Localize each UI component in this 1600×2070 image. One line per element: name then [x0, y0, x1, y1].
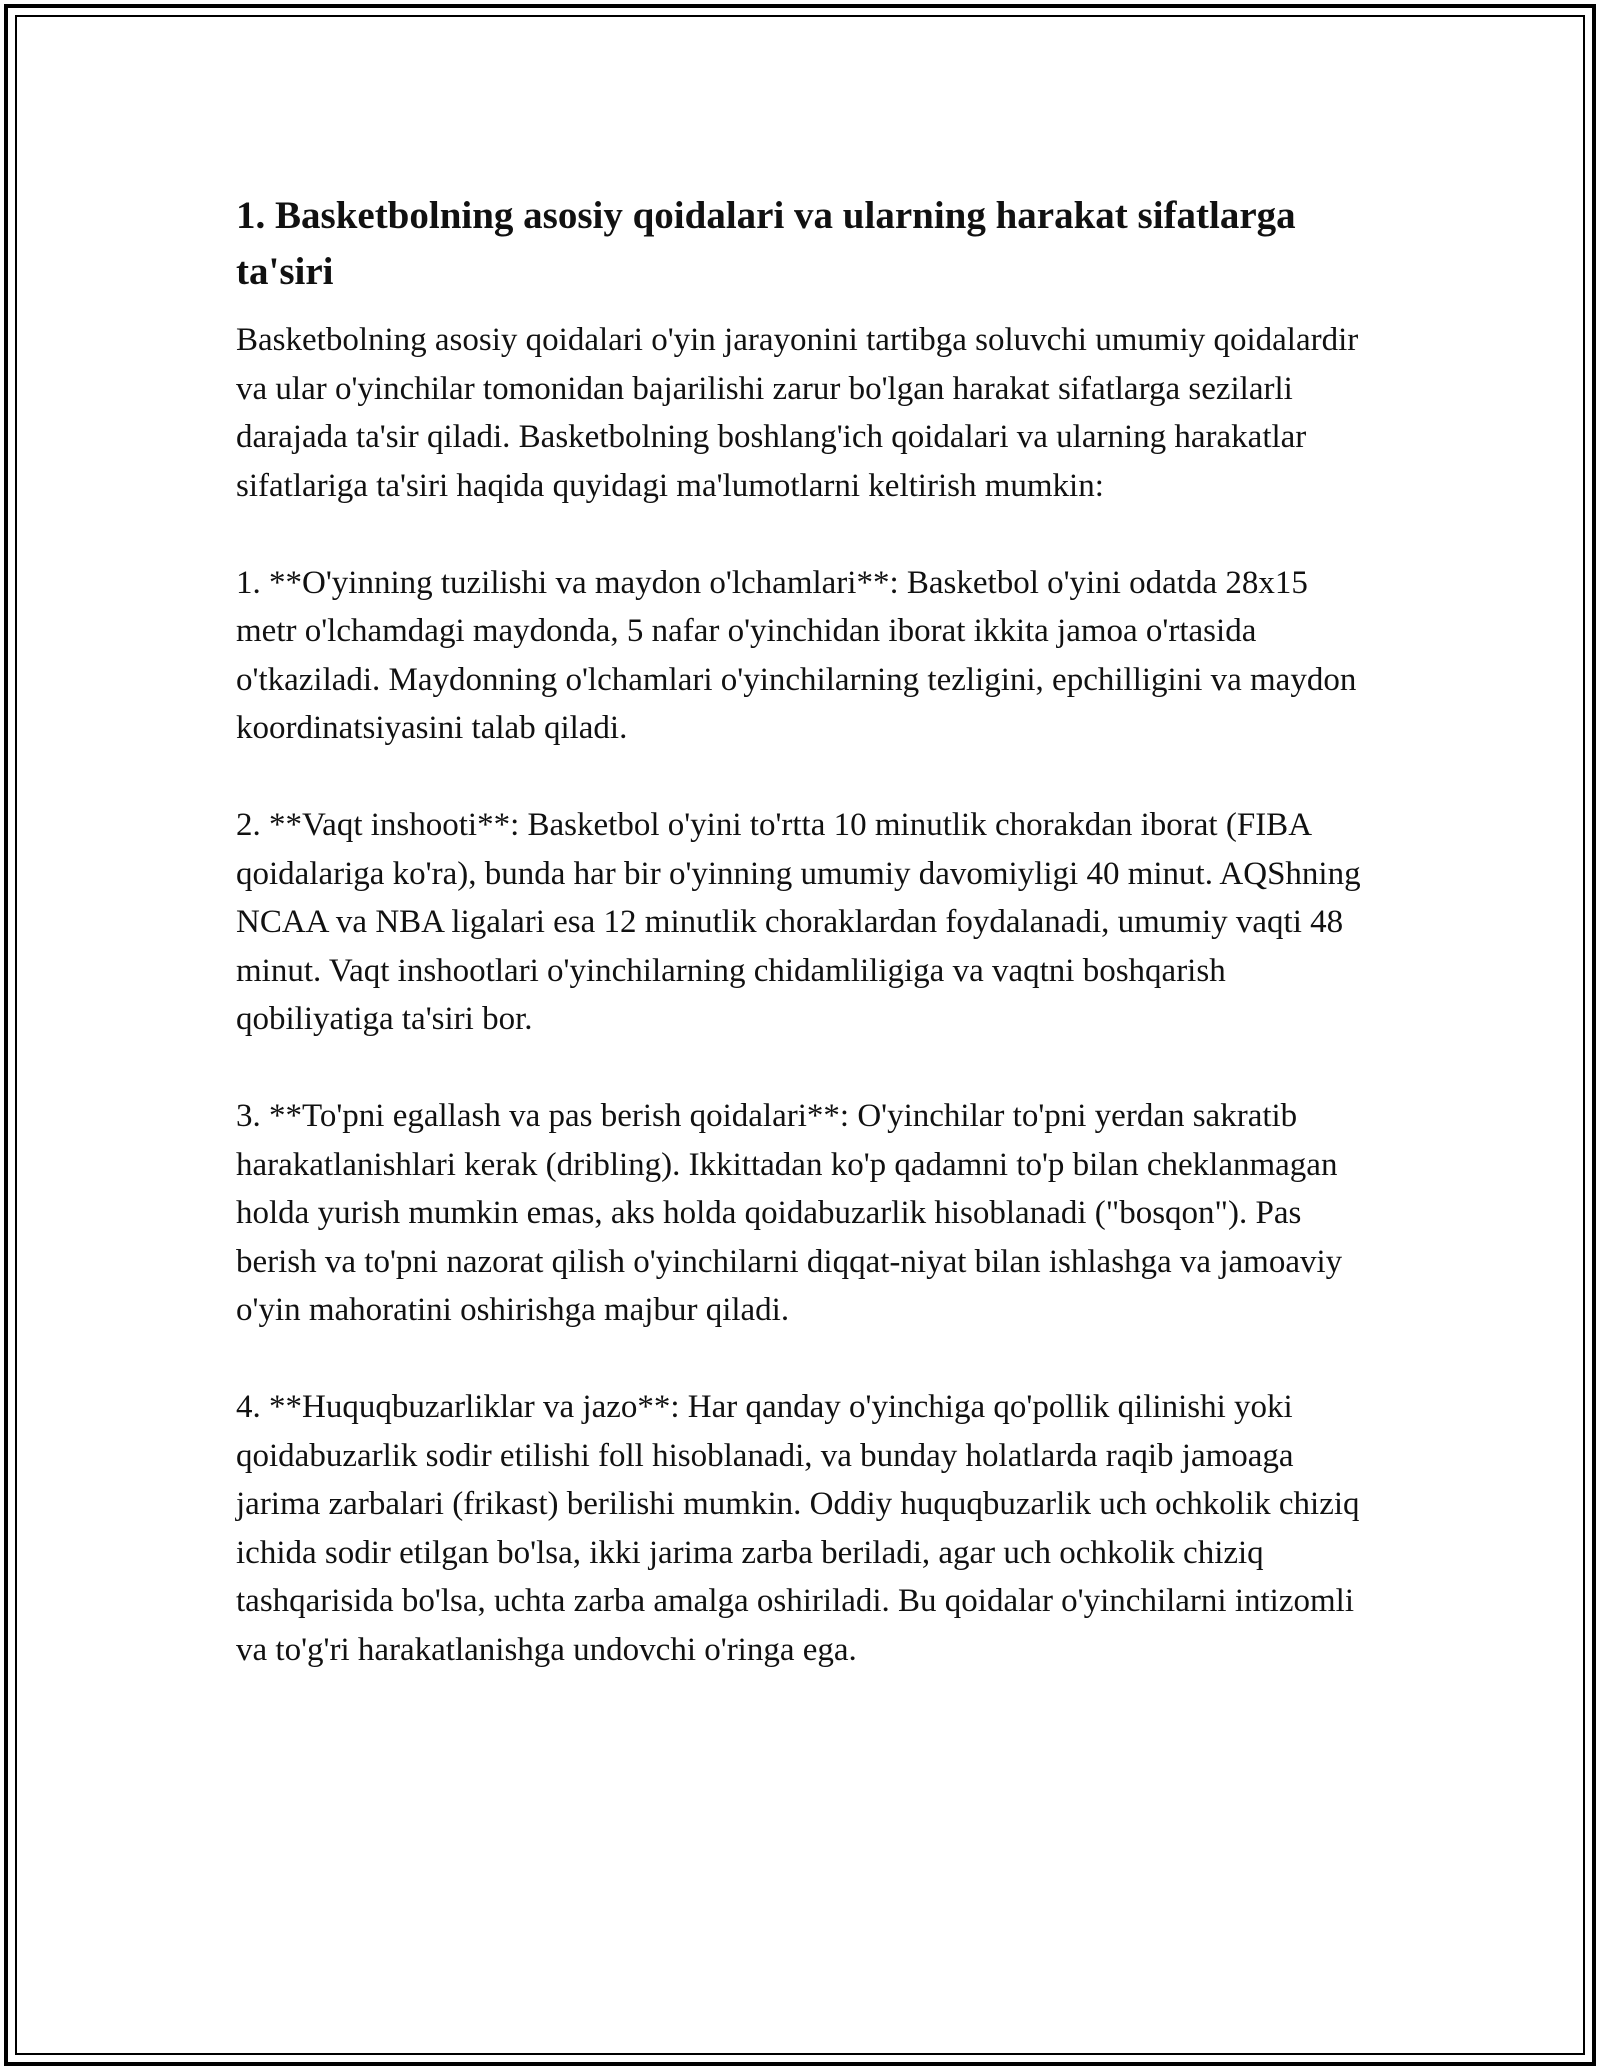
rule-item-ball-handling: 3. **To'pni egallash va pas berish qoidalari**: O'yinchilar to'pni yerdan sakratib harakatlanishlari kerak (dribling). Ikkittadan ko'p qadamni to'p bilan cheklanmagan holda yurish mumkin emas, aks holda qoidabuzarlik hisoblanadi ("bosqon"). Pas berish va to'pni nazorat qilish o'yinchilarni diqqat-niyat bilan ishlashga va jamoaviy o'yin mahoratini oshirishga majbur qiladi.	[236, 1098, 1343, 1328]
rule-item-fouls: 4. **Huquqbuzarliklar va jazo**: Har qanday o'yinchiga qo'pollik qilinishi yoki qoidabuzarlik sodir etilishi foll hisoblanadi, va bunday holatlarda raqib jamoaga jarima zarbalari (frikast) berilishi mumkin. Oddiy huquqbuzarlik uch ochkolik chiziq ichida sodir etilgan bo'lsa, ikki jarima zarba beriladi, agar uch ochkolik chiziq tashqarisida bo'lsa, uchta zarba amalga oshiriladi. Bu qoidalar o'yinchilarni intizomli va to'g'ri harakatlanishga undovchi o'ringa ega.	[236, 1389, 1360, 1668]
document-body	[236, 188, 1376, 1674]
intro-paragraph: Basketbolning asosiy qoidalari o'yin jarayonini tartibga soluvchi umumiy qoidalardir va ular o'yinchilar tomonidan bajarilishi zarur bo'lgan harakat sifatlarga sezilarli darajada ta'sir qiladi. Basketbolning boshlang'ich qoidalari va ularning harakatlar sifatlariga ta'siri haqida quyidagi ma'lumotlarni keltirish mumkin:	[236, 322, 1359, 504]
document-title: 1. Basketbolning asosiy qoidalari va ularning harakat sifatlarga ta'siri	[236, 194, 1296, 293]
rule-item-time: 2. **Vaqt inshooti**: Basketbol o'yini to'rtta 10 minutlik chorakdan iborat (FIBA qoidalariga ko'ra), bunda har bir o'yinning umumiy davomiyligi 40 minut. AQShning NCAA va NBA ligalari esa 12 minutlik choraklardan foydalanadi, umumiy vaqti 48 minut. Vaqt inshootlari o'yinchilarning chidamliligiga va vaqtni boshqarish qobiliyatiga ta'siri bor.	[236, 807, 1361, 1037]
rule-item-court: 1. **O'yinning tuzilishi va maydon o'lchamlari**: Basketbol o'yini odatda 28x15 metr o'lchamdagi maydonda, 5 nafar o'yinchidan iborat ikkita jamoa o'rtasida o'tkaziladi. Maydonning o'lchamlari o'yinchilarning tezligini, epchilligini va maydon koordinatsiyasini talab qiladi.	[236, 564, 1357, 746]
